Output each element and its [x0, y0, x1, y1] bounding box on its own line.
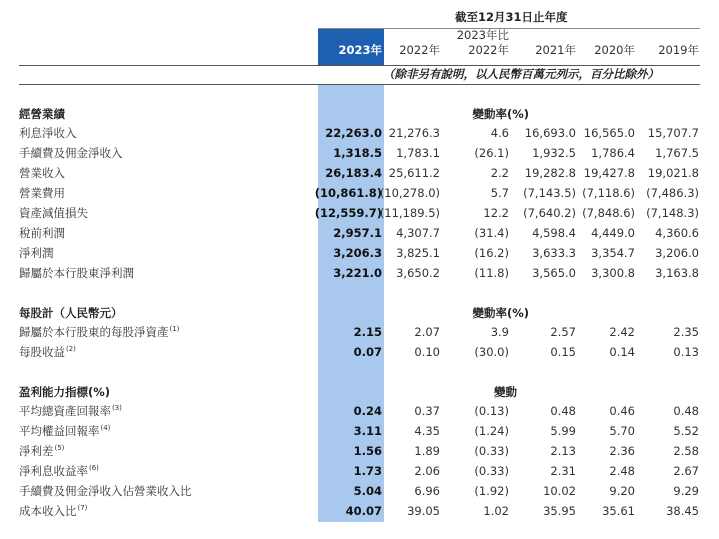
value-change: (31.4) — [474, 226, 509, 240]
value-change: (11.8) — [474, 266, 509, 280]
value-2023: 26,183.4 — [325, 166, 382, 180]
value-2023: 40.07 — [345, 504, 382, 518]
col-2022: 2022年 — [399, 43, 440, 57]
value-2023: 3,206.3 — [333, 246, 382, 260]
value-2019: 2.35 — [673, 325, 699, 339]
col-compare-line1: 2023年比 — [456, 28, 509, 42]
value-2022: 3,825.1 — [396, 246, 440, 260]
row-label: 資產減值損失 — [19, 206, 88, 220]
table-row — [0, 223, 719, 243]
period-header — [0, 7, 719, 27]
value-2023: 3,221.0 — [333, 266, 382, 280]
value-2019: 15,707.7 — [647, 126, 699, 140]
value-2022: 39.05 — [407, 504, 440, 518]
value-2021: 2.31 — [550, 464, 576, 478]
value-change: (26.1) — [474, 146, 509, 160]
value-2023: 2,957.1 — [333, 226, 382, 240]
value-2021: 3,565.0 — [532, 266, 576, 280]
row-label: 利息淨收入 — [19, 126, 77, 140]
table-row — [0, 441, 719, 461]
value-2021: (7,640.2) — [523, 206, 576, 220]
value-2019: 5.52 — [673, 424, 699, 438]
section-title: 經營業績 — [19, 107, 65, 121]
value-2021: 5.99 — [550, 424, 576, 438]
value-2021: 2.13 — [550, 444, 576, 458]
value-2022: (10,278.0) — [379, 186, 440, 200]
value-2019: 0.13 — [673, 345, 699, 359]
value-change: (1.24) — [474, 424, 509, 438]
col-2020: 2020年 — [594, 43, 635, 57]
value-2023: 3.11 — [353, 424, 382, 438]
row-label: 稅前利潤 — [19, 226, 65, 240]
row-label: 淨利息收益率$^{(6)}$ — [19, 464, 99, 478]
col-2021: 2021年 — [535, 43, 576, 57]
footnote-marker: (6) — [89, 464, 99, 473]
value-2021: 2.57 — [550, 325, 576, 339]
row-label: 手續費及佣金淨收入 — [19, 146, 123, 160]
value-change: (1.92) — [474, 484, 509, 498]
footnote-marker: (2) — [66, 345, 76, 354]
value-2020: 19,427.8 — [583, 166, 635, 180]
row-label: 手續費及佣金淨收入佔營業收入比 — [19, 484, 192, 498]
value-2020: 3,354.7 — [591, 246, 635, 260]
value-2020: 2.36 — [609, 444, 635, 458]
change-label: 變動率(%) — [472, 306, 529, 320]
value-2023: (10,861.8) — [314, 186, 382, 200]
change-label: 變動 — [494, 385, 517, 399]
value-2022: 1,783.1 — [396, 146, 440, 160]
value-change: 4.6 — [490, 126, 509, 140]
value-2020: (7,848.6) — [582, 206, 635, 220]
footnote-marker: (1) — [169, 325, 180, 334]
value-2019: 3,163.8 — [655, 266, 699, 280]
row-label: 營業收入 — [19, 166, 65, 180]
value-change: (0.33) — [474, 444, 509, 458]
section-per-share — [0, 303, 719, 323]
row-label: 淨利潤 — [19, 246, 54, 260]
value-2023: 1,318.5 — [333, 146, 382, 160]
section-title: 盈利能力指標(%) — [19, 385, 111, 399]
value-change: (16.2) — [474, 246, 509, 260]
value-2022: (11,189.5) — [379, 206, 440, 220]
value-2019: (7,148.3) — [646, 206, 699, 220]
header-rule-bottom — [19, 84, 700, 85]
value-2023: 0.24 — [353, 404, 382, 418]
value-2021: 3,633.3 — [532, 246, 576, 260]
value-2019: 4,360.6 — [655, 226, 699, 240]
value-2023: 22,263.0 — [325, 126, 382, 140]
value-2021: 1,932.5 — [532, 146, 576, 160]
table-row — [0, 163, 719, 183]
value-2023: 1.73 — [353, 464, 382, 478]
value-2022: 4,307.7 — [396, 226, 440, 240]
value-2021: 4,598.4 — [532, 226, 576, 240]
value-2022: 4.35 — [414, 424, 440, 438]
value-2019: 3,206.0 — [655, 246, 699, 260]
value-2021: 35.95 — [543, 504, 576, 518]
table-row — [0, 342, 719, 362]
value-2020: 0.14 — [609, 345, 635, 359]
row-label: 淨利差$^{(5)}$ — [19, 444, 65, 458]
value-2019: 2.58 — [673, 444, 699, 458]
value-2019: 19,021.8 — [647, 166, 699, 180]
row-label: 每股收益$^{(2)}$ — [19, 345, 76, 359]
value-2020: 4,449.0 — [591, 226, 635, 240]
section-profitability — [0, 382, 719, 402]
value-2023: 0.07 — [353, 345, 382, 359]
value-2020: 9.20 — [609, 484, 635, 498]
value-2022: 0.37 — [414, 404, 440, 418]
col-compare-line2: 2022年 — [468, 43, 509, 57]
value-2022: 21,276.3 — [388, 126, 440, 140]
value-2021: 19,282.8 — [524, 166, 576, 180]
value-2020: 5.70 — [609, 424, 635, 438]
section-title: 每股計（人民幣元） — [19, 306, 123, 320]
value-change: 5.7 — [490, 186, 509, 200]
value-2019: 2.67 — [673, 464, 699, 478]
value-2023: 2.15 — [353, 325, 382, 339]
table-row — [0, 243, 719, 263]
value-2019: (7,486.3) — [646, 186, 699, 200]
value-2021: 10.02 — [543, 484, 576, 498]
value-2019: 0.48 — [673, 404, 699, 418]
row-label: 平均總資產回報率$^{(3)}$ — [19, 404, 122, 418]
value-2020: 0.46 — [609, 404, 635, 418]
table-row — [0, 501, 719, 521]
value-2022: 1.89 — [414, 444, 440, 458]
row-label: 歸屬於本行股東淨利潤 — [19, 266, 134, 280]
table-row — [0, 322, 719, 342]
value-2019: 1,767.5 — [655, 146, 699, 160]
units-note: （除非另有說明，以人民幣百萬元列示，百分比除外） — [383, 67, 659, 81]
section-operating-results — [0, 104, 719, 124]
change-label: 變動率(%) — [472, 107, 529, 121]
value-2020: 2.42 — [609, 325, 635, 339]
row-label: 歸屬於本行股東的每股淨資產$^{(1)}$ — [19, 325, 180, 339]
value-2020: 35.61 — [602, 504, 635, 518]
footnote-marker: (4) — [100, 424, 111, 433]
value-change: 12.2 — [483, 206, 509, 220]
table-row — [0, 401, 719, 421]
value-2022: 25,611.2 — [388, 166, 440, 180]
value-change: 3.9 — [490, 325, 509, 339]
value-2020: 2.48 — [609, 464, 635, 478]
value-2021: (7,143.5) — [523, 186, 576, 200]
table-row — [0, 143, 719, 163]
value-2021: 0.15 — [550, 345, 576, 359]
value-2023: 5.04 — [353, 484, 382, 498]
column-headers — [0, 40, 719, 60]
footnote-marker: (5) — [54, 444, 65, 453]
row-label: 成本收入比$^{(7)}$ — [19, 504, 88, 518]
value-change: (0.33) — [474, 464, 509, 478]
value-change: 2.2 — [490, 166, 509, 180]
period-label: 截至12月31日止年度 — [455, 10, 568, 24]
table-row — [0, 123, 719, 143]
col-2023: 2023年 — [338, 43, 382, 57]
value-change: 1.02 — [483, 504, 509, 518]
table-row — [0, 263, 719, 283]
value-2022: 2.07 — [414, 325, 440, 339]
value-2022: 2.06 — [414, 464, 440, 478]
value-2023: (12,559.7) — [314, 206, 382, 220]
row-label: 營業費用 — [19, 186, 65, 200]
value-2019: 38.45 — [666, 504, 699, 518]
table-row — [0, 183, 719, 203]
table-row — [0, 421, 719, 441]
col-2019: 2019年 — [658, 43, 699, 57]
value-2022: 3,650.2 — [396, 266, 440, 280]
value-2020: 16,565.0 — [583, 126, 635, 140]
footnote-marker: (3) — [112, 404, 122, 413]
value-2021: 16,693.0 — [524, 126, 576, 140]
table-row — [0, 203, 719, 223]
table-row — [0, 481, 719, 501]
value-2019: 9.29 — [673, 484, 699, 498]
value-2022: 0.10 — [414, 345, 440, 359]
value-2020: (7,118.6) — [582, 186, 635, 200]
value-2021: 0.48 — [550, 404, 576, 418]
footnote-marker: (7) — [77, 504, 88, 513]
value-change: (0.13) — [474, 404, 509, 418]
value-2020: 3,300.8 — [591, 266, 635, 280]
value-2023: 1.56 — [353, 444, 382, 458]
row-label: 平均權益回報率$^{(4)}$ — [19, 424, 111, 438]
value-2022: 6.96 — [414, 484, 440, 498]
value-change: (30.0) — [474, 345, 509, 359]
table-row — [0, 461, 719, 481]
units-note-row — [0, 64, 719, 84]
value-2020: 1,786.4 — [591, 146, 635, 160]
